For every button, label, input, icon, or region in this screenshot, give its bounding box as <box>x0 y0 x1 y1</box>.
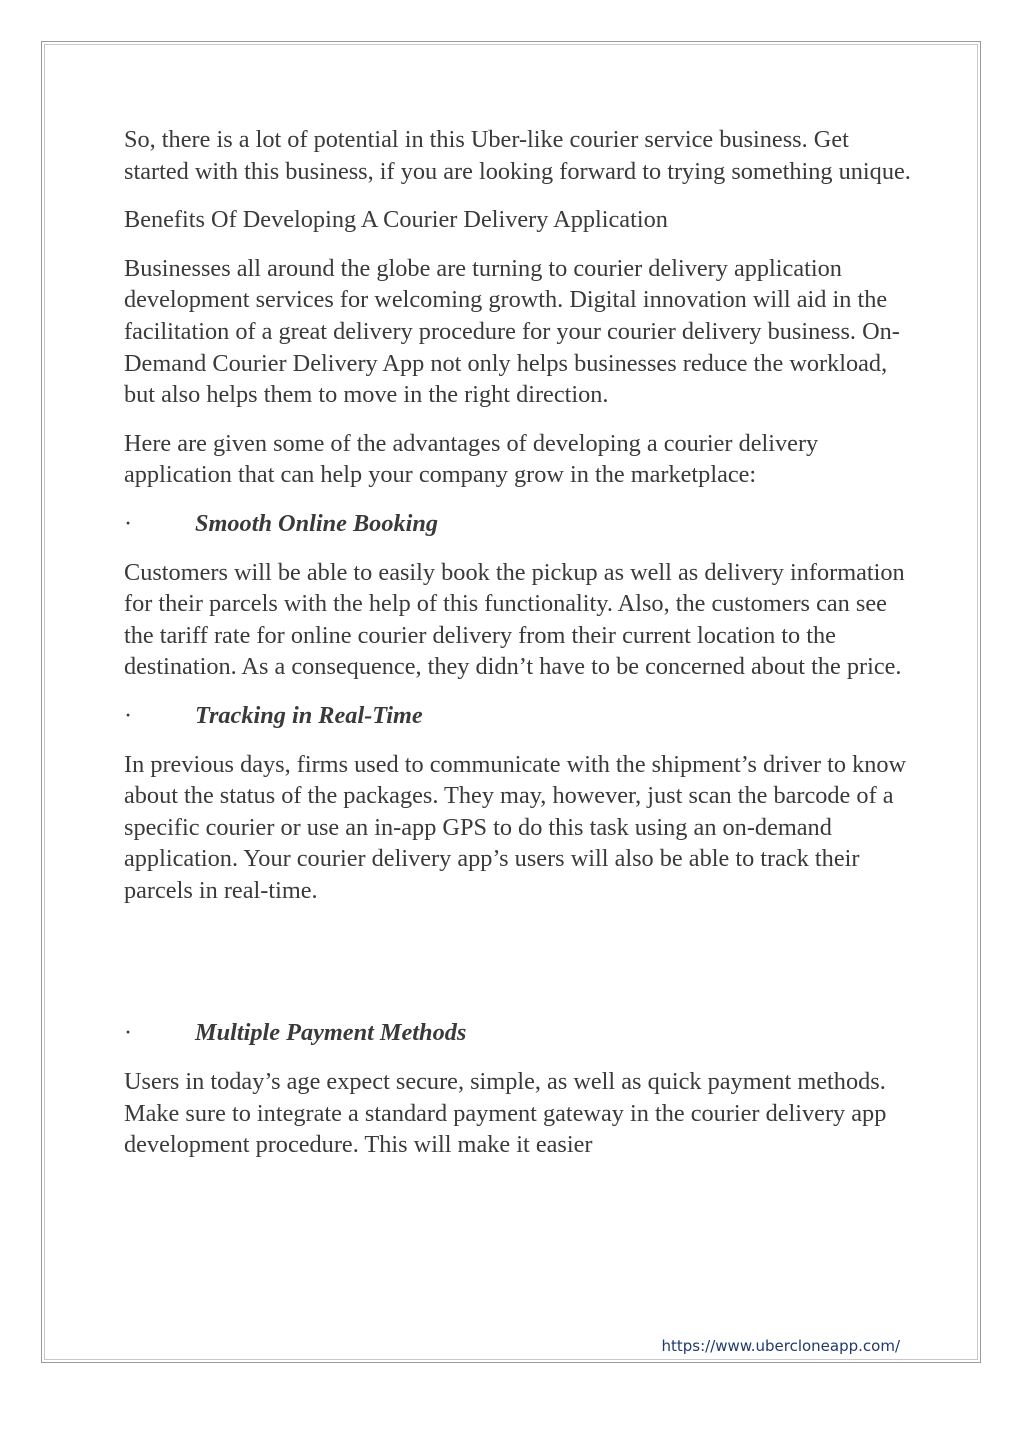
paragraph-booking: Customers will be able to easily book the pickup as well as delivery information for their parcels with the help of this functionality. Also, the customers can see the tariff rate for online courier delivery from their current location to the destination. As a consequence, they didn’t have to be concerned about the price. <box>124 558 905 681</box>
paragraph-intro: So, there is a lot of potential in this Uber-like courier service business. Get started with this business, if you are looking forward to trying something unique. <box>124 126 911 185</box>
bullet-label: Multiple Payment Methods <box>195 1019 467 1047</box>
bullet-dot: · <box>124 509 133 537</box>
paragraph-tracking: In previous days, firms used to communicate with the shipment’s driver to know about the status of the packages. They may, however, just scan the barcode of a specific courier or use an in-app GPS to do this task using an on-demand application. Your courier delivery app’s users will also be able to track their parcels in real-time. <box>124 750 907 904</box>
bullet-item-booking <box>124 508 914 540</box>
bullet-item-tracking <box>124 700 914 732</box>
document-body <box>124 124 914 1178</box>
blank-space <box>124 923 914 1017</box>
section-heading: Benefits Of Developing A Courier Delivery Application <box>124 206 668 234</box>
bullet-label: Smooth Online Booking <box>195 509 439 537</box>
paragraph-advantages-intro: Here are given some of the advantages of developing a courier delivery application that can help your company grow in the marketplace: <box>124 429 819 489</box>
footer-website-link[interactable]: https://www.ubercloneapp.com/ <box>661 1337 900 1355</box>
bullet-dot: · <box>124 1019 133 1047</box>
paragraph-payment: Users in today’s age expect secure, simple, as well as quick payment methods. Make sure to integrate a standard payment gateway in the courier delivery app development procedure. This will make it easier <box>124 1068 887 1159</box>
bullet-item-payment <box>124 1017 914 1049</box>
paragraph-businesses: Businesses all around the globe are turning to courier delivery application development services for welcoming growth. Digital innovation will aid in the facilitation of a great delivery procedure for your courier delivery business. On-Demand Courier Delivery App not only helps businesses reduce the workload, but also helps them to move in the right direction. <box>124 254 900 409</box>
bullet-dot: · <box>124 701 133 729</box>
bullet-label: Tracking in Real-Time <box>195 701 423 729</box>
